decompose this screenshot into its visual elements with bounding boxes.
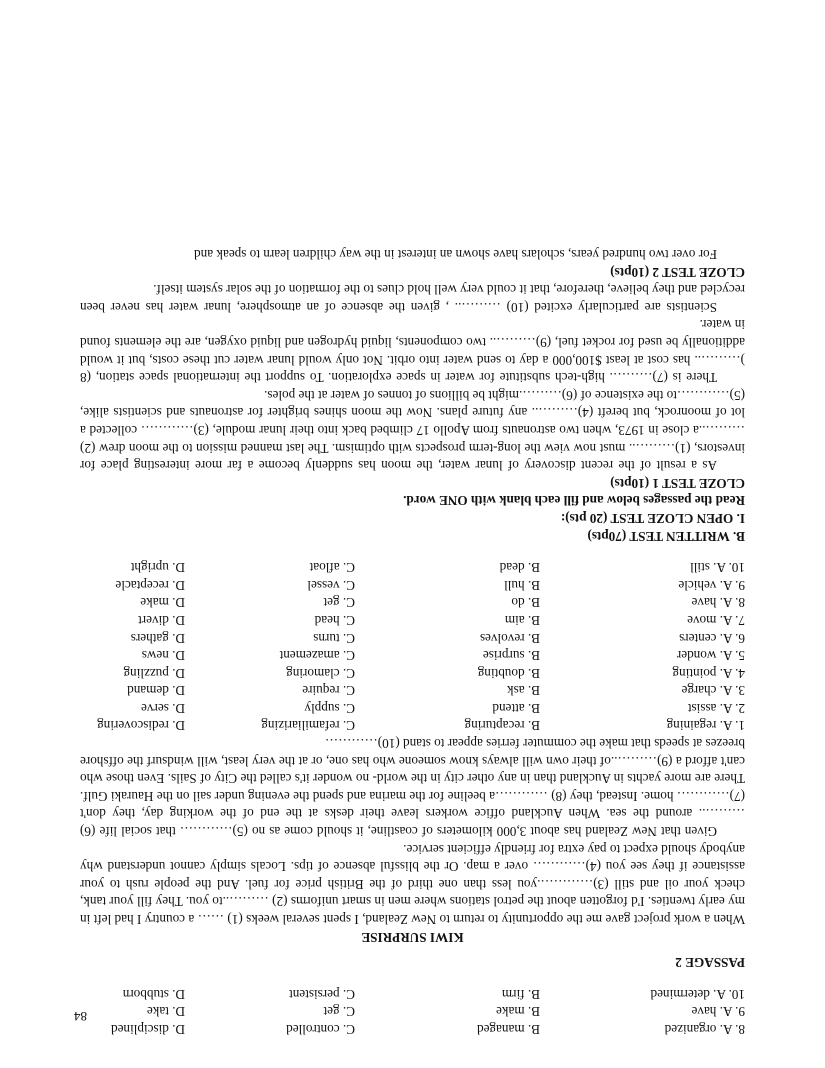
option-row	[80, 647, 745, 665]
cloze-paragraph: There is (7)………. high-tech substitute for water in space exploration. To support the international space station, (8 )……….. has cost at least $100,000 a day to send water into orbit. Not only would lunar water cut these costs, but it would additionally be used for rocket fuel, (9)……….. two components, liquid hydrogen and liquid oxygen, are the elements found in water.	[80, 317, 745, 386]
option-c: C. clamoring	[286, 665, 355, 681]
passage-paragraph: When a work project gave me the opportunity to return to New Zealand, I spent several weeks (1) …… a country I had left in my early twenties. I'd forgotten about the petrol stations where men in smart uniforms (2) ………..to you. They fill your tank, check your oil and still (3)………….you less than one third of the British price for fuel. And the people rush to your assistance if they see you (4)………… over a map. Or the blissful absence of tips. Locals simply cannot understand why anybody should expect to pay extra for friendly efficient service.	[80, 841, 745, 928]
option-b: B. managed	[477, 1022, 540, 1037]
option-row	[80, 594, 745, 612]
prev-options-block	[80, 985, 745, 1038]
cloze-paragraph: Scientists are particularly excited (10) ……….. , given the absence of an atmosphere, lunar water has never been recycled and they believe, therefore, that it could very well hold clues to the formation of the solar system itself.	[80, 282, 745, 315]
option-row	[80, 664, 745, 682]
option-row	[80, 682, 745, 700]
option-a: 9. A. have	[691, 1004, 745, 1020]
option-c: C. refamiliarizing	[261, 718, 355, 734]
option-c: C. vessel	[307, 577, 355, 593]
option-b: B. revolves	[479, 630, 540, 646]
instruction: Read the passages below and fill each blank with ONE word.	[403, 493, 745, 509]
option-b: B. firm	[501, 986, 540, 1002]
option-d: D. demand	[127, 683, 185, 699]
option-b: B. make	[496, 1004, 540, 1020]
option-c: C. get	[323, 1004, 355, 1020]
option-a: 6. A. centers	[679, 630, 745, 646]
option-b: B. do	[511, 595, 540, 611]
option-d: D. puzzling	[123, 665, 185, 681]
option-row	[80, 717, 745, 735]
option-c: C. require	[302, 683, 355, 699]
passage-paragraph: Given that New Zealand has about 3,000 kilometers of coastline, it should come as no (5)………… that social life (6) ……….. around the sea. When Auckland office workers leave their desks at the end of the working day, they don't (7)………… home. Instead, they (8) …………a beeline for the marina and spend the evening under sail on the Hauraki Gulf. There are more yachts in Auckland than in any other city in the world- no wonder it's called the City of Sails. Even those who can't afford a (9)………..of their own will always know someone who has one, or at the very least, will windsurf the offshore breezes at speeds that make the commuter ferries appear to stand (10)…………	[80, 736, 745, 840]
option-b: B. attend	[492, 700, 540, 716]
option-a: 3. A. charge	[681, 683, 745, 699]
option-d: D. news	[141, 648, 185, 664]
passage-title: KIWI SURPRISE	[361, 929, 464, 945]
option-c: C. turns	[313, 630, 355, 646]
option-row	[80, 559, 745, 577]
option-row	[80, 985, 745, 1003]
option-c: C. afloat	[309, 560, 355, 576]
option-b: B. hull	[504, 577, 540, 593]
option-row	[80, 699, 745, 717]
subsection-heading: I. OPEN CLOZE TEST (20 pts):	[560, 510, 745, 526]
passage-label: PASSAGE 2	[675, 955, 745, 971]
passage-options	[80, 559, 745, 735]
option-row	[80, 576, 745, 594]
option-c: C. controlled	[286, 1022, 355, 1037]
option-row	[80, 611, 745, 629]
section-heading: B. WRITTEN TEST (70pts)	[587, 528, 745, 544]
cloze-title: CLOZE TEST 2 (10pts)	[610, 264, 745, 280]
page-number: 84	[74, 1009, 87, 1024]
option-d: D. stubborn	[122, 986, 185, 1002]
option-a: 9. A. vehicle	[678, 577, 745, 593]
option-c: C. head	[314, 612, 355, 628]
option-d: D. make	[140, 595, 185, 611]
option-a: 5. A. wonder	[676, 648, 745, 664]
option-a: 7. A. move	[687, 612, 745, 628]
option-row	[80, 1003, 745, 1021]
option-b: B. recapturing	[464, 718, 540, 734]
option-a: 8. A. have	[691, 595, 745, 611]
option-row	[80, 629, 745, 647]
option-a: 2. A. assist	[687, 700, 745, 716]
option-d: D. rediscovering	[97, 718, 185, 734]
cloze-title: CLOZE TEST 1 (10pts)	[610, 475, 745, 491]
option-d: D. serve	[141, 700, 185, 716]
option-c: C. amazement	[279, 648, 355, 664]
option-d: D. gathers	[130, 630, 185, 646]
option-b: B. dead	[499, 560, 540, 576]
option-a: 1. A. regaining	[666, 718, 745, 734]
option-b: B. doubting	[477, 665, 540, 681]
option-c: C. persistent	[289, 986, 355, 1002]
page-content	[80, 245, 745, 1038]
option-a: 4. A. pointing	[672, 665, 745, 681]
option-d: D. receptacle	[115, 577, 185, 593]
cloze-paragraph: For over two hundred years, scholars have shown an interest in the way children learn to speak and	[194, 247, 717, 263]
option-c: C. supply	[304, 700, 355, 716]
option-a: 10. A. still	[690, 560, 745, 576]
option-d: D. upright	[130, 560, 185, 576]
option-b: B. ask	[507, 683, 540, 699]
cloze-paragraph: As a result of the recent discovery of lunar water, the moon has suddenly become a far more interesting place for investors, (1)……….. must now view the long-term prospects with optimism. The last manned mission to the moon drew (2) ………..a close in 1973, when two astronauts from Apollo 17 climbed back into their lunar module, (3)………… collected a lot of moonrock, but bereft (4)……….. any future plans. Now the moon shines brighter for astronauts and scientists alike, (5)…………to the existence of (6)……….might be billions of tonnes of water at the poles.	[80, 387, 745, 474]
option-d: D. disciplined	[111, 1022, 185, 1037]
option-c: C. get	[323, 595, 355, 611]
option-a: 8. A. organized	[664, 1022, 745, 1037]
option-b: B. surprise	[482, 648, 540, 664]
option-d: D. divert	[138, 612, 185, 628]
option-b: B. aim	[504, 612, 540, 628]
option-a: 10. A. determined	[650, 986, 745, 1002]
option-d: D. take	[146, 1004, 185, 1020]
option-row	[80, 1020, 745, 1038]
